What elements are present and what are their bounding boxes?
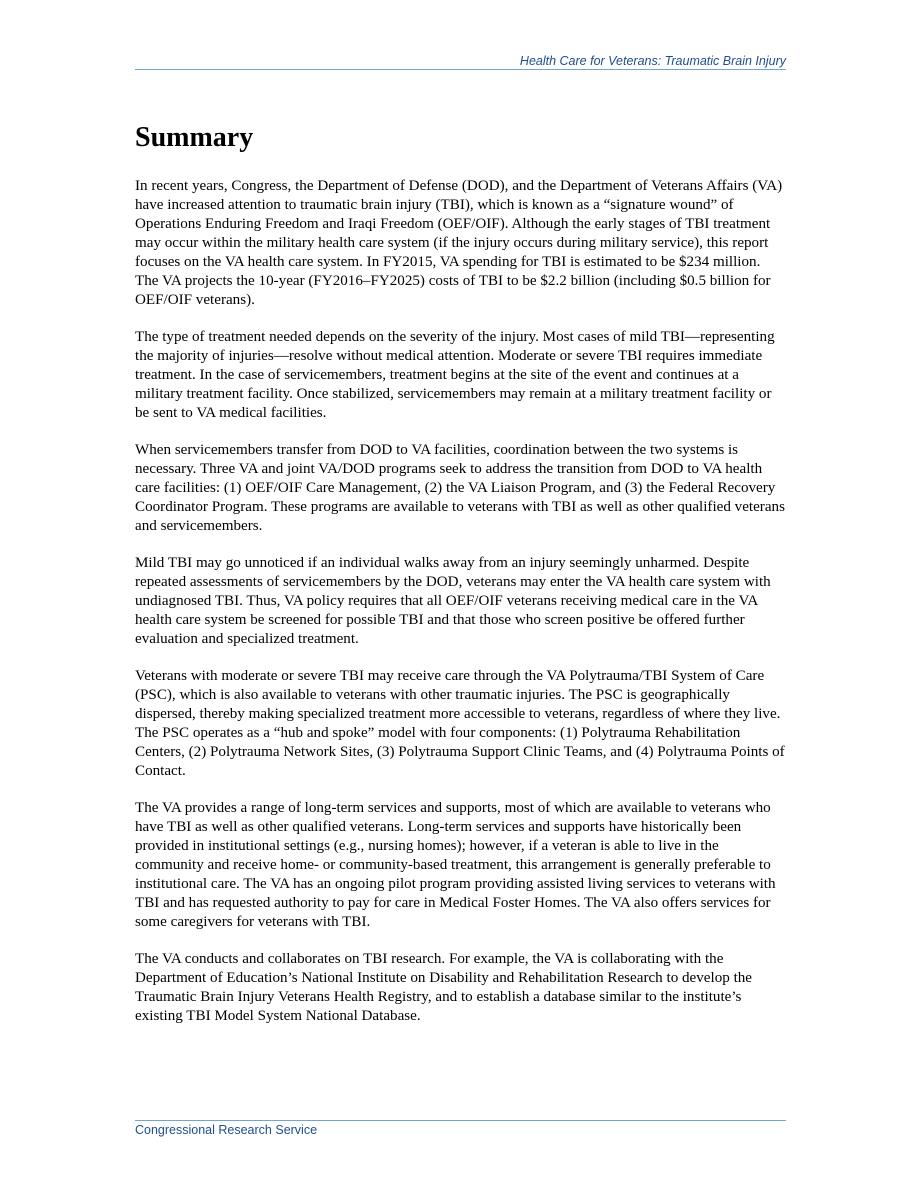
summary-paragraph: When servicemembers transfer from DOD to VA facilities, coordination between the two systems is necessary. Three VA and joint VA/DOD programs seek to address the transition from DOD to VA health care facilities: (1) OEF/OIF Care Management, (2) the VA Liaison Program, and (3) the Federal Recovery Coordinator Program. These programs are available to veterans with TBI as well as other qualified veterans and servicemembers.: [135, 442, 785, 534]
summary-paragraph: Veterans with moderate or severe TBI may receive care through the VA Polytrauma/TBI System of Care (PSC), which is also available to veterans with other traumatic injuries. The PSC is geographically dispersed, thereby making specialized treatment more accessible to veterans, regardless of where they live. The PSC operates as a “hub and spoke” model with four components: (1) Polytrauma Rehabilitation Centers, (2) Polytrauma Network Sites, (3) Polytrauma Support Clinic Teams, and (4) Polytrauma Points of Contact.: [135, 668, 785, 779]
summary-paragraph: Mild TBI may go unnoticed if an individual walks away from an injury seemingly unharmed. Despite repeated assessments of servicemembers by the DOD, veterans may enter the VA health care system with undiagnosed TBI. Thus, VA policy requires that all OEF/OIF veterans receiving medical care in the VA health care system be screened for possible TBI and that those who screen positive be offered further evaluation and specialized treatment.: [135, 555, 771, 647]
running-header: Health Care for Veterans: Traumatic Brain Injury: [519, 54, 786, 68]
summary-body: [135, 177, 786, 1044]
footer-divider: [135, 1120, 786, 1121]
summary-paragraph: The VA provides a range of long-term services and supports, most of which are available to veterans who have TBI as well as other qualified veterans. Long-term services and supports have historically been provided in institutional settings (e.g., nursing homes); however, if a veteran is able to live in the community and receive home- or community-based treatment, this arrangement is generally preferable to institutional care. The VA has an ongoing pilot program providing assisted living services to veterans with TBI and has requested authority to pay for care in Medical Foster Homes. The VA also offers services for some caregivers for veterans with TBI.: [135, 800, 776, 930]
footer-publisher: Congressional Research Service: [135, 1123, 318, 1137]
header-divider: [135, 69, 786, 70]
summary-paragraph: The VA conducts and collaborates on TBI research. For example, the VA is collaborating with the Department of Education’s National Institute on Disability and Rehabilitation Research to develop the Traumatic Brain Injury Veterans Health Registry, and to establish a database similar to the institute’s existing TBI Model System National Database.: [135, 951, 753, 1024]
summary-paragraph: The type of treatment needed depends on the severity of the injury. Most cases of mild TBI—representing the majority of injuries—resolve without medical attention. Moderate or severe TBI requires immediate treatment. In the case of servicemembers, treatment begins at the site of the event and continues at a military treatment facility. Once stabilized, servicemembers may remain at a military treatment facility or be sent to VA medical facilities.: [135, 329, 775, 421]
page-title: Summary: [135, 122, 254, 153]
summary-paragraph: In recent years, Congress, the Department of Defense (DOD), and the Department of Veterans Affairs (VA) have increased attention to traumatic brain injury (TBI), which is known as a “signature wound” of Operations Enduring Freedom and Iraqi Freedom (OEF/OIF). Although the early stages of TBI treatment may occur within the military health care system (if the injury occurs during military service), this report focuses on the VA health care system. In FY2015, VA spending for TBI is estimated to be $234 million. The VA projects the 10-year (FY2016–FY2025) costs of TBI to be $2.2 billion (including $0.5 billion for OEF/OIF veterans).: [135, 178, 783, 308]
